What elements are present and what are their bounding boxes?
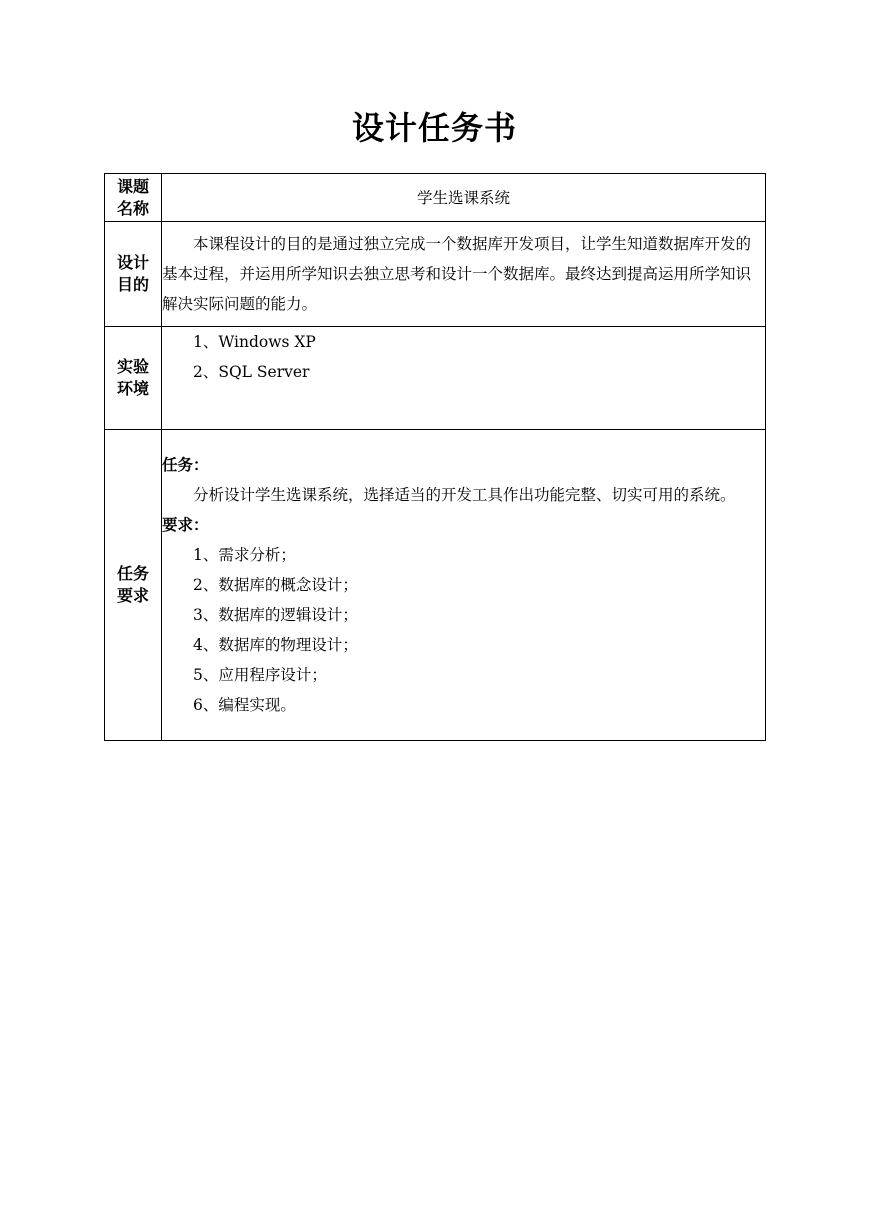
environment-cell: [162, 327, 766, 430]
label-environment: [105, 327, 162, 430]
requirement-item: 4、数据库的物理设计；: [193, 636, 358, 654]
table-row-topic-name: [105, 174, 766, 222]
label-line: 课题: [116, 176, 149, 196]
label-topic-name: [105, 174, 162, 222]
label-line: 实验: [116, 357, 149, 376]
table-row-environment: [105, 327, 766, 430]
table-row-task-requirements: [105, 430, 766, 741]
task-heading: 任务：: [162, 456, 209, 474]
requirement-item: 5、应用程序设计；: [193, 666, 327, 684]
design-purpose-text: 本课程设计的目的是通过独立完成一个数据库开发项目，让学生知道数据库开发的基本过程，并运用所学知识去独立思考和设计一个数据库。最终达到提高运用所学知识解决实际问题的能力。: [162, 235, 752, 313]
task-text: 分析设计学生选课系统，选择适当的开发工具作出功能完整、切实可用的系统。: [193, 486, 736, 504]
label-line: 目的: [116, 275, 149, 294]
task-requirements-cell: [162, 430, 766, 741]
requirement-item: 6、编程实现。: [193, 696, 296, 714]
label-task-requirements: [105, 430, 162, 741]
table-row-design-purpose: [105, 222, 766, 327]
task-table: [104, 173, 766, 741]
environment-item: 1、Windows XP: [193, 333, 316, 351]
label-line: 环境: [116, 379, 149, 398]
label-design-purpose: [105, 222, 162, 327]
requirements-heading: 要求：: [162, 516, 209, 534]
requirement-item: 1、需求分析；: [193, 546, 296, 564]
design-purpose-cell: [162, 222, 766, 327]
requirement-item: 3、数据库的逻辑设计；: [193, 606, 358, 624]
label-line: 任务: [116, 564, 149, 583]
topic-name-value: 学生选课系统: [162, 174, 766, 222]
page-title: 设计任务书: [351, 109, 517, 147]
label-line: 设计: [116, 253, 149, 272]
requirement-item: 2、数据库的概念设计；: [193, 576, 358, 594]
label-line: 名称: [116, 198, 149, 218]
label-line: 要求: [116, 586, 149, 605]
environment-item: 2、SQL Server: [193, 363, 310, 381]
